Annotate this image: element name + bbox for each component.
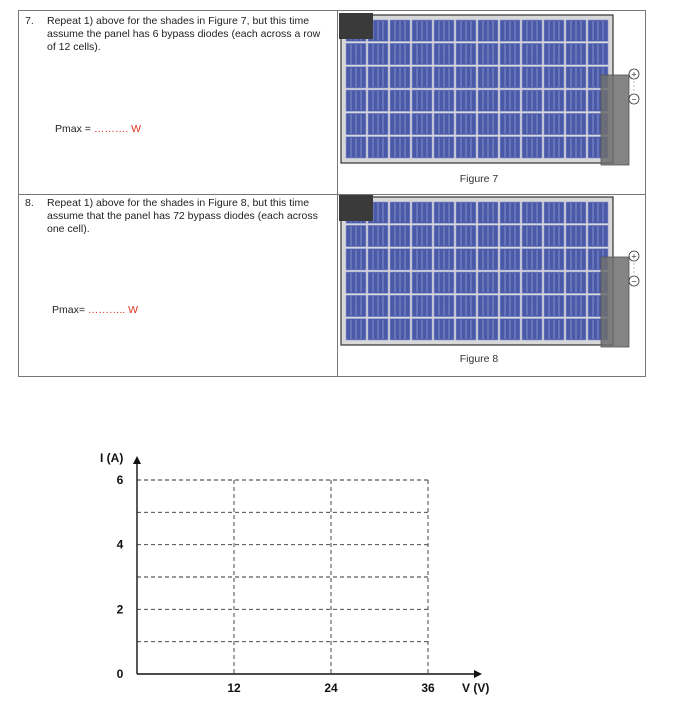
question-7-number: 7. [25,15,34,27]
shade-top-left [339,195,373,221]
y-tick-label: 4 [116,537,124,552]
figure-8-panel [331,195,641,351]
shade-right [601,257,629,347]
terminal-plus-label: + [631,69,637,80]
y-tick-label: 2 [116,602,124,617]
question-8-text: Repeat 1) above for the shades in Figure 8, but this time assume that the panel has 72 bypass diodes (each across one cell). [47,197,318,235]
terminal-minus-label: − [631,276,637,287]
terminal-plus-icon [629,69,639,80]
pmax-unit: W [128,123,142,135]
question-8-number: 8. [25,197,34,209]
x-axis-label: V (V) [462,681,490,695]
y-tick-label: 6 [116,473,124,487]
pmax-label: Pmax= [52,304,88,316]
terminal-minus-icon [629,94,639,105]
x-tick-label: 36 [421,681,435,695]
x-tick-label: 24 [324,681,338,695]
terminal-plus-label: + [631,251,637,262]
y-axis-label: I (A) [100,451,124,465]
figure-8-caption: Figure 8 [459,353,499,365]
iv-chart [90,440,510,707]
x-tick-label: 12 [227,681,241,695]
question-7 [25,15,330,75]
shade-right [601,75,629,165]
question-7-pmax [55,123,141,135]
questions-table [18,10,646,377]
pmax-label: Pmax = [55,123,94,135]
x-axis-arrow-icon [474,670,482,678]
y-axis-arrow-icon [133,456,141,464]
pmax-blank[interactable]: ………. [93,123,129,135]
question-8 [25,197,330,257]
shade-top-left [339,13,373,39]
terminal-minus-icon [629,276,639,287]
pmax-unit: W [125,304,139,316]
terminal-minus-label: − [631,94,637,105]
figure-7-caption: Figure 7 [459,173,499,185]
origin-label: 0 [116,667,124,681]
question-8-pmax [52,304,138,316]
figure-7-panel [331,13,641,169]
iv-chart-svg [90,440,510,702]
question-7-text: Repeat 1) above for the shades in Figure 7, but this time assume the panel has 6 bypass diodes (each across a row of 12 cells). [47,15,321,53]
pmax-blank[interactable]: ……….. [87,304,126,316]
terminal-plus-icon [629,251,639,262]
